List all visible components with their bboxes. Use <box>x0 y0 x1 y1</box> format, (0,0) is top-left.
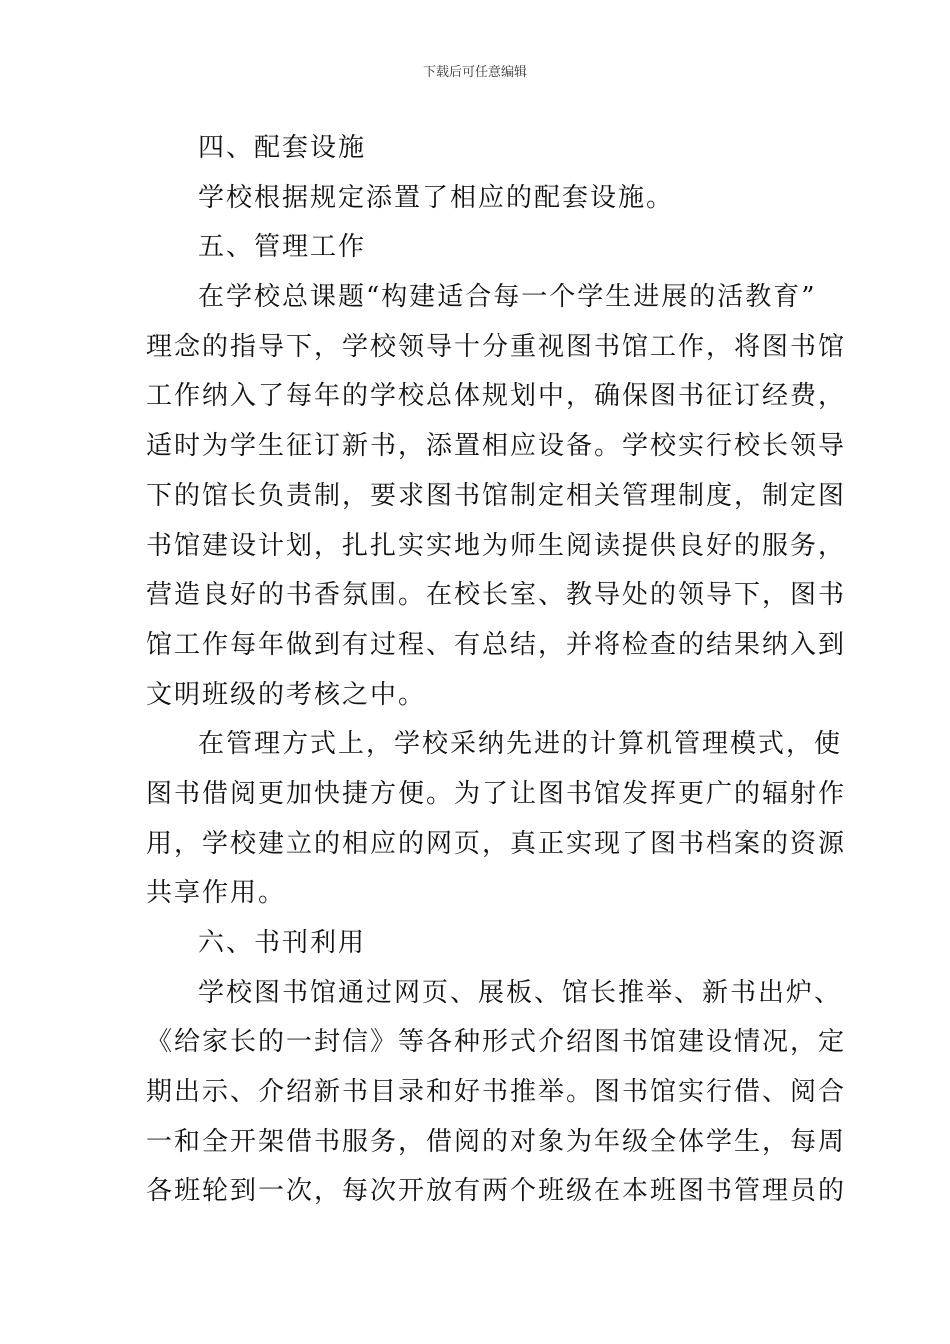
paragraph-line: 共享作用。 <box>146 878 287 909</box>
paragraph-line: 学校图书馆通过网页、展板、馆长推举、新书出炉、 <box>198 977 843 1008</box>
paragraph-line: 各班轮到一次，每次开放有两个班级在本班图书管理员的 <box>146 1176 847 1207</box>
paragraph-line: 《给家长的一封信》等各种形式介绍图书馆建设情况，定 <box>146 1027 847 1058</box>
paragraph-line: 学校根据规定添置了相应的配套设施。 <box>198 182 675 213</box>
paragraph-line: 馆工作每年做到有过程、有总结，并将检查的结果纳入到 <box>146 629 847 660</box>
paragraph-line: 营造良好的书香氛围。在校长室、教导处的领导下，图书 <box>146 580 847 611</box>
paragraph-line: 在管理方式上，学校采纳先进的计算机管理模式，使 <box>198 729 843 760</box>
paragraph-line: 文明班级的考核之中。 <box>146 679 427 710</box>
header-note: 下载后可任意编辑 <box>422 65 527 80</box>
document-body <box>146 124 847 1217</box>
paragraph-line: 理念的指导下，学校领导十分重视图书馆工作，将图书馆 <box>146 331 847 362</box>
paragraph-line: 期出示、介绍新书目录和好书推举。图书馆实行借、阅合 <box>146 1077 847 1108</box>
paragraph-line: 用，学校建立的相应的网页，真正实现了图书档案的资源 <box>146 828 847 859</box>
section-heading-facilities: 四、配套设施 <box>198 133 367 163</box>
paragraph-line: 一和全开架借书服务，借阅的对象为年级全体学生，每周 <box>146 1126 847 1157</box>
paragraph-line: 适时为学生征订新书，添置相应设备。学校实行校长领导 <box>146 431 847 462</box>
paragraph-line: 在学校总课题“构建适合每一个学生进展的活教育” <box>198 282 817 313</box>
paragraph-line: 图书借阅更加快捷方便。为了让图书馆发挥更广的辐射作 <box>146 778 847 809</box>
paragraph-line: 工作纳入了每年的学校总体规划中，确保图书征订经费， <box>146 381 847 412</box>
section-heading-usage: 六、书刊利用 <box>198 928 367 958</box>
paragraph-line: 下的馆长负责制，要求图书馆制定相关管理制度，制定图 <box>146 480 847 511</box>
section-heading-management: 五、管理工作 <box>198 232 367 263</box>
paragraph-line: 书馆建设计划，扎扎实实地为师生阅读提供良好的服务， <box>146 530 847 561</box>
